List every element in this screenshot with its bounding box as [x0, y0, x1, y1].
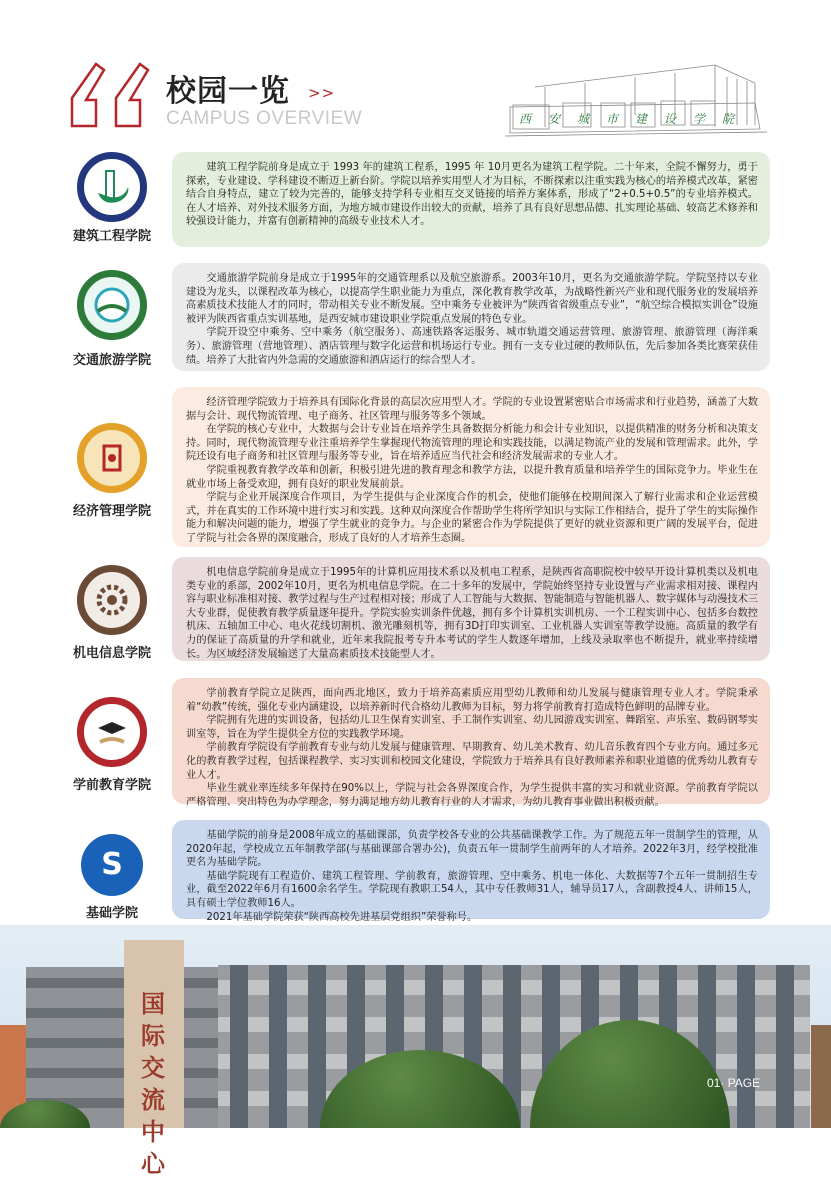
paragraph: 基础学院的前身是2008年成立的基础课部，负责学校各专业的公共基础课教学工作。为了规范五年一贯制学生的管理，从2020年起，学校成立五年制教学部(与基础课部合署办公)，负责五年一贯制学生前两年的人才培养。2022年3月，经学校批准更名为基础学院。	[186, 830, 758, 869]
paragraph: 在学院的核心专业中，大数据与会计专业旨在培养学生具备数据分析能力和会计专业知识，以提供精准的财务分析和决策支持。同时，现代物流管理专业注重培养学生掌握现代物流管理的理论和实践技能，以满足物流产业的发展和管理需求。此外，学院还设有电子商务和社区管理与服务等专业，旨在培养适应当代社会和经济发展需求的专业人才。	[186, 424, 758, 463]
campus-building-photo	[0, 925, 831, 1178]
paragraph: 机电信息学院前身是成立于1995年的计算机应用技术系以及机电工程系，是陕西省高职院校中较早开设计算机类以及机电类专业的系部，2002年10月，更名为机电信息学院。在二十多年的发展中，学院始终坚持专业设置与产业需求相对接、课程内容与职业标准相对接、教学过程与生产过程相对接；形成了人工智能与大数据、智能制造与智能机器人、数字媒体与动漫技术三大专业群，促使教育教学质量逐年提升。学院实验实训条件优越，拥有多个计算机实训机房、一个工程实训中心、包括多台数控机床、五轴加工中心、电火花线切割机、激光雕刻机等，拥有3D打印实训室、工业机器人实训室等教学设施。高质量的教学有力的保证了高质量的升学和就业，近年来我院报考专升本考试的学生人数逐年增加，上线及录取率也不断提升，就业率持续增长。为区域经济发展输送了大量高素质技术技能型人才。	[186, 567, 758, 660]
paragraph: 学前教育学院立足陕西，面向西北地区，致力于培养高素质应用型幼儿教师和幼儿发展与健康管理专业人才。学院秉承着“幼教”传统，强化专业内涵建设，以培养新时代合格幼儿教师为目标，努力将学前教育打造成特色鲜明的品牌专业。	[186, 688, 758, 713]
college-name: 学前教育学院	[72, 778, 151, 793]
paragraph: 经济管理学院致力于培养具有国际化背景的高层次应用型人才。学院的专业设置紧密贴合市场需求和行业趋势，涵盖了大数据与会计、现代物流管理、电子商务、社区管理与服务等多个领域。	[186, 397, 758, 422]
paragraph: 学院重视教育教学改革和创新，积极引进先进的教育理念和教学方法，以提升教育质量和培养学生的国际竞争力。毕业生在就业市场上备受欢迎，拥有良好的职业发展前景。	[186, 464, 758, 490]
college-logo-mechatronics	[77, 565, 147, 635]
college-logo-architecture	[77, 152, 147, 222]
college-intro-mechatronics	[172, 557, 770, 661]
college-logo-foundation	[81, 834, 143, 896]
title-arrows: >>	[308, 84, 336, 102]
paragraph: 学院拥有先进的实训设备，包括幼儿卫生保育实训室、手工制作实训室、幼儿园游戏实训室、舞蹈室、声乐室、数码钢琴实训室等，旨在为学生提供全方位的实践教学环境。	[186, 715, 758, 740]
college-intro-architecture	[172, 152, 770, 247]
sketch-sign: 西安城市建设学院	[519, 112, 752, 126]
building-sign: 国际交流中心	[141, 990, 165, 1178]
paragraph: 学院与企业开展深度合作项目，为学生提供与企业深度合作的机会，使他们能够在校期间深入了解行业需求和企业运营模式，并在真实的工作环境中进行实习和实践。这种双向深度合作帮助学生将所学知识与实际工作相结合，提升了学生的实际操作能力和解决问题的能力，增强了学生就业的竞争力。与企业的紧密合作为学院提供了更好的就业资源和更广阔的发展平台，促进了学院与社会各界的深度融合，形成了良好的人才培养生态圈。	[186, 492, 758, 544]
college-intro-foundation	[172, 820, 770, 923]
campus-gate-sketch	[505, 55, 767, 137]
paragraph: 基础学院现有工程造价、建筑工程管理、学前教育，旅游管理、空中乘务、机电一体化、大数据等7个五年一贯制招生专业，截至2022年6月有1600余名学生。学院现有教职工54人，其中专任教师31人，辅导员17人，含副教授4人、讲师15人，具有硕士学位教师16人。	[186, 870, 758, 909]
paragraph: 学院开设空中乘务、空中乘务（航空服务）、高速铁路客运服务、城市轨道交通运营管理、旅游管理、旅游管理（海洋乘务）、旅游管理（营地管理）、酒店管理与数字化运营和机场运行专业。拥有一支专业过硬的教师队伍，先后参加各类比赛荣获佳绩。培养了大批省内外急需的交通旅游和酒店运行的综合型人才。	[186, 327, 758, 366]
right-building	[811, 1025, 831, 1128]
paragraph: 毕业生就业率连续多年保持在90%以上，学院与社会各界深度合作，为学生提供丰富的实习和就业资源。学前教育学院以严格管理、突出特色为办学理念，努力满足地方幼儿教育行业的人才需求，为幼儿教育事业做出积极贡献。	[186, 783, 758, 808]
sign-tower	[124, 940, 184, 1178]
page-number: 01· PAGE	[707, 1076, 761, 1090]
paragraph: 2021年基础学院荣获“陕西高校先进基层党组织”荣誉称号。	[206, 911, 478, 923]
college-intro-transport	[172, 263, 770, 371]
college-intro-preschool	[172, 678, 770, 808]
page-subtitle: CAMPUS OVERVIEW	[166, 108, 363, 129]
college-name: 交通旅游学院	[72, 353, 151, 368]
college-name: 建筑工程学院	[72, 229, 151, 244]
college-logo-preschool	[77, 697, 147, 767]
college-logo-economics	[77, 423, 147, 493]
college-name: 基础学院	[85, 906, 138, 921]
college-logo-transport	[77, 270, 147, 340]
college-intro-economics	[172, 387, 770, 547]
college-name: 经济管理学院	[72, 504, 151, 519]
college-name: 机电信息学院	[72, 646, 151, 661]
page-title: 校园一览	[166, 74, 290, 109]
svg-text:S: S	[101, 847, 123, 882]
quote-mark-icon	[68, 62, 160, 128]
paragraph: 学前教育学院设有学前教育专业与幼儿发展与健康管理、早期教育、幼儿美术教育、幼儿音乐教育四个专业方向。通过多元化的教育教学过程，包括课程教学、实习实训和校园文化建设，学院致力于培养具有良好教师素养和职业道德的优秀幼儿教育专业人才。	[186, 742, 758, 781]
paragraph: 建筑工程学院前身是成立于 1993 年的建筑工程系，1995 年 10月更名为建筑工程学院。二十年来，全院不懈努力，勇于探索，专业建设、学科建设不断迈上新台阶。学院以培养实用型人才为目标，不断探索以注重实践为核心的培养模式改革，紧密结合自身特点，建立了较为完善的，能够支持学科专业相互交叉链接的培养方案体系，形成了“2+0.5+0.5”的专业培养模式。在人才培养、对外技术服务方面，为地方城市建设作出较大的贡献，培养了具有良好思想品德、扎实理论基础、较高艺术修养和较强设计能力，并富有创新精神的高级专业技术人才。	[186, 162, 758, 228]
paragraph: 交通旅游学院前身是成立于1995年的交通管理系以及航空旅游系。2003年10月，更名为交通旅游学院。学院坚持以专业建设为龙头，以课程改革为核心，以提高学生职业能力为重点，深化教育教学改革，为战略性新兴产业和现代服务业的发展培养高素质技术技能人才的同时，带动相关专业不断发展。空中乘务专业被评为“陕西省省级重点专业”，“航空综合模拟实训仓”设施被评为陕西省重点实训基地，是西安城市建设职业学院重点发展的特色专业。	[186, 273, 758, 325]
